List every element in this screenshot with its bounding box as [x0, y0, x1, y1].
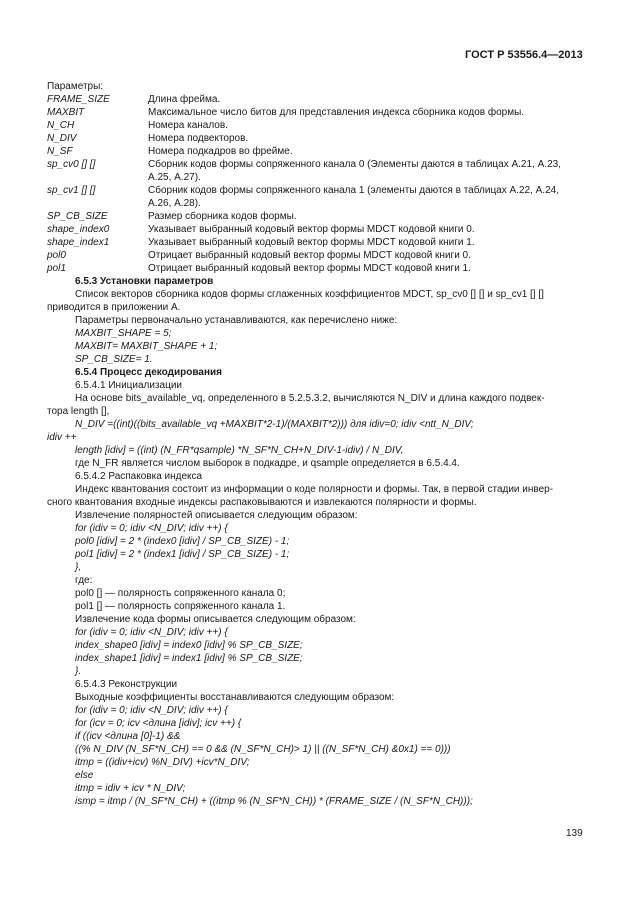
description-line: А.25, А.27).	[148, 172, 201, 183]
definition-term: SP_CB_SIZE	[47, 211, 108, 222]
text-line: 6.5.4.3 Реконструкции	[75, 679, 178, 690]
text-line: где:	[75, 575, 93, 586]
definition-term: pol0	[47, 250, 66, 261]
text-line: Извлечение полярностей описывается следующим образом:	[75, 510, 358, 521]
text-line: }.	[75, 666, 82, 677]
definition-row	[47, 249, 584, 262]
text-line: for (idiv = 0; idiv <N_DIV; idiv ++) {	[75, 627, 228, 638]
description-line: Указывает выбранный кодовый вектор формы MDCT кодовой книги 1.	[148, 237, 475, 248]
text-line: приводится в приложении А.	[47, 302, 181, 313]
text-line: Список векторов сборника кодов формы сглаженных коэффициентов MDCT, sp_cv0 [] [] и sp_cv1 [] []	[75, 289, 544, 300]
text-line: pol1 [] — полярность сопряженного канала 1.	[75, 601, 286, 612]
definition-term: sp_cv0 [] []	[47, 159, 96, 170]
definition-row	[47, 262, 584, 275]
definition-description	[148, 132, 584, 145]
definition-description	[148, 119, 584, 132]
definition-description	[148, 158, 584, 184]
text-line: itmp = ((idiv+icv) %N_DIV) +icv*N_DIV;	[75, 757, 250, 768]
definition-row	[47, 236, 584, 249]
text-line: 6.5.3 Установки параметров	[75, 276, 214, 287]
definition-term: N_SF	[47, 146, 73, 157]
text-line: Извлечение кода формы описывается следующим образом:	[75, 614, 356, 625]
text-line: Параметры первоначально устанавливаются, как перечислено ниже:	[75, 315, 398, 326]
description-line: Номера подкадров во фрейме.	[148, 146, 293, 157]
text-line: где N_FR является числом выборок в подкадре, и qsample определяется в 6.5.4.4.	[75, 458, 460, 469]
definition-description	[148, 145, 584, 158]
description-line: Номера каналов.	[148, 120, 228, 131]
definition-term: FRAME_SIZE	[47, 94, 110, 105]
description-line: Отрицает выбранный кодовый вектор формы MDCT кодовой книги 1.	[148, 263, 471, 274]
definition-term: N_CH	[47, 120, 75, 131]
definition-description	[148, 249, 584, 262]
page-content	[47, 80, 584, 808]
description-line: Размер сборника кодов формы.	[148, 211, 297, 222]
text-line: idiv ++	[47, 432, 77, 443]
text-line: index_shape1 [idiv] = index1 [idiv] % SP_CB_SIZE;	[75, 653, 303, 664]
definition-description	[148, 210, 584, 223]
definition-row	[47, 158, 584, 184]
definition-term: shape_index1	[47, 237, 110, 248]
definition-row	[47, 184, 584, 210]
definition-row	[47, 106, 584, 119]
definition-row	[47, 93, 584, 106]
description-line: Максимальное число битов для представления индекса сборника кодов формы.	[148, 107, 525, 118]
definition-description	[148, 223, 584, 236]
text-line: 6.5.4.1 Инициализации	[75, 380, 182, 391]
text-line: тора length [],	[47, 406, 110, 417]
text-line: Выходные коэффициенты восстанавливаются следующим образом:	[75, 692, 395, 703]
text-line: },	[75, 562, 82, 573]
text-line: Индекс квантования состоит из информации о коде полярности и формы. Так, в первой стадии инвер-	[75, 484, 554, 495]
definition-term: sp_cv1 [] []	[47, 185, 96, 196]
definition-row	[47, 210, 584, 223]
text-line: На основе bits_available_vq, определенного в 5.2.5.3.2, вычисляются N_DIV и длина каждого подвек-	[75, 393, 545, 404]
text-line: MAXBIT_SHAPE = 5;	[75, 328, 172, 339]
description-line: Отрицает выбранный кодовый вектор формы MDCT кодовой книги 0.	[148, 250, 471, 261]
definition-description	[148, 184, 584, 210]
text-line: for (icv = 0; icv <длина [idiv]; icv ++) {	[75, 718, 242, 729]
definition-row	[47, 145, 584, 158]
definition-description	[148, 262, 584, 275]
text-line: SP_CB_SIZE= 1.	[75, 354, 153, 365]
definition-row	[47, 223, 584, 236]
text-line: for (idiv = 0; idiv <N_DIV; idiv ++) {	[75, 705, 228, 716]
text-line: itmp = idiv + icv * N_DIV;	[75, 783, 186, 794]
definition-term: shape_index0	[47, 224, 110, 235]
text-line: MAXBIT= MAXBIT_SHAPE + 1;	[75, 341, 218, 352]
text-line: for (idiv = 0; idiv <N_DIV; idiv ++) {	[75, 523, 228, 534]
definition-term: pol1	[47, 263, 66, 274]
definition-row	[47, 119, 584, 132]
definition-description	[148, 93, 584, 106]
description-line: Указывает выбранный кодовый вектор формы MDCT кодовой книги 0.	[148, 224, 475, 235]
definition-description	[148, 106, 584, 119]
description-line: Номера подвекторов.	[148, 133, 249, 144]
description-line: Длина фрейма.	[148, 94, 221, 105]
text-line: ((% N_DIV (N_SF*N_CH) == 0 && (N_SF*N_CH)> 1) || ((N_SF*N_CH) &0x1) == 0)))	[75, 744, 451, 755]
text-line: pol1 [idiv] = 2 * (index1 [idiv] / SP_CB_SIZE) - 1;	[75, 549, 290, 560]
description-line: Сборник кодов формы сопряженного канала 1 (элементы даются в таблицах А.22, А.24,	[148, 185, 559, 196]
page-number: 139	[566, 828, 583, 839]
text-line: length [idiv] = ((int) (N_FR*qsample) *N_SF*N_CH+N_DIV-1-idiv) / N_DIV,	[75, 445, 404, 456]
text-line: else	[75, 770, 94, 781]
text-line: pol0 [idiv] = 2 * (index0 [idiv] / SP_CB_SIZE) - 1;	[75, 536, 290, 547]
body-text	[47, 275, 584, 808]
definition-description	[148, 236, 584, 249]
text-line: index_shape0 [idiv] = index0 [idiv] % SP_CB_SIZE;	[75, 640, 303, 651]
text-line: сного квантования входные индексы распаковываются и извлекаются полярности и формы.	[47, 497, 477, 508]
definition-term: MAXBIT	[47, 107, 85, 118]
text-line: ismp = itmp / (N_SF*N_CH) + ((itmp % (N_SF*N_CH)) * (FRAME_SIZE / (N_SF*N_CH)));	[75, 796, 473, 807]
definition-term: N_DIV	[47, 133, 77, 144]
params-label: Параметры:	[47, 81, 104, 92]
text-line: 6.5.4 Процесс декодирования	[75, 367, 222, 378]
description-line: Сборник кодов формы сопряженного канала 0 (Элементы даются в таблицах А.21, А.23,	[148, 159, 561, 170]
definitions-list	[47, 93, 584, 275]
text-line: N_DIV =((int)((bits_available_vq +MAXBIT*2-1)/(MAXBIT*2))) для idiv=0; idiv <ntt_N_DIV;	[75, 419, 474, 430]
text-line: pol0 [] — полярность сопряженного канала 0;	[75, 588, 286, 599]
definition-row	[47, 132, 584, 145]
text-line: 6.5.4.2 Распаковка индекса	[75, 471, 203, 482]
document-header: ГОСТ Р 53556.4—2013	[465, 49, 583, 61]
text-line: if ((icv <длина [0]-1) &&	[75, 731, 181, 742]
description-line: А.26, А.28).	[148, 198, 201, 209]
